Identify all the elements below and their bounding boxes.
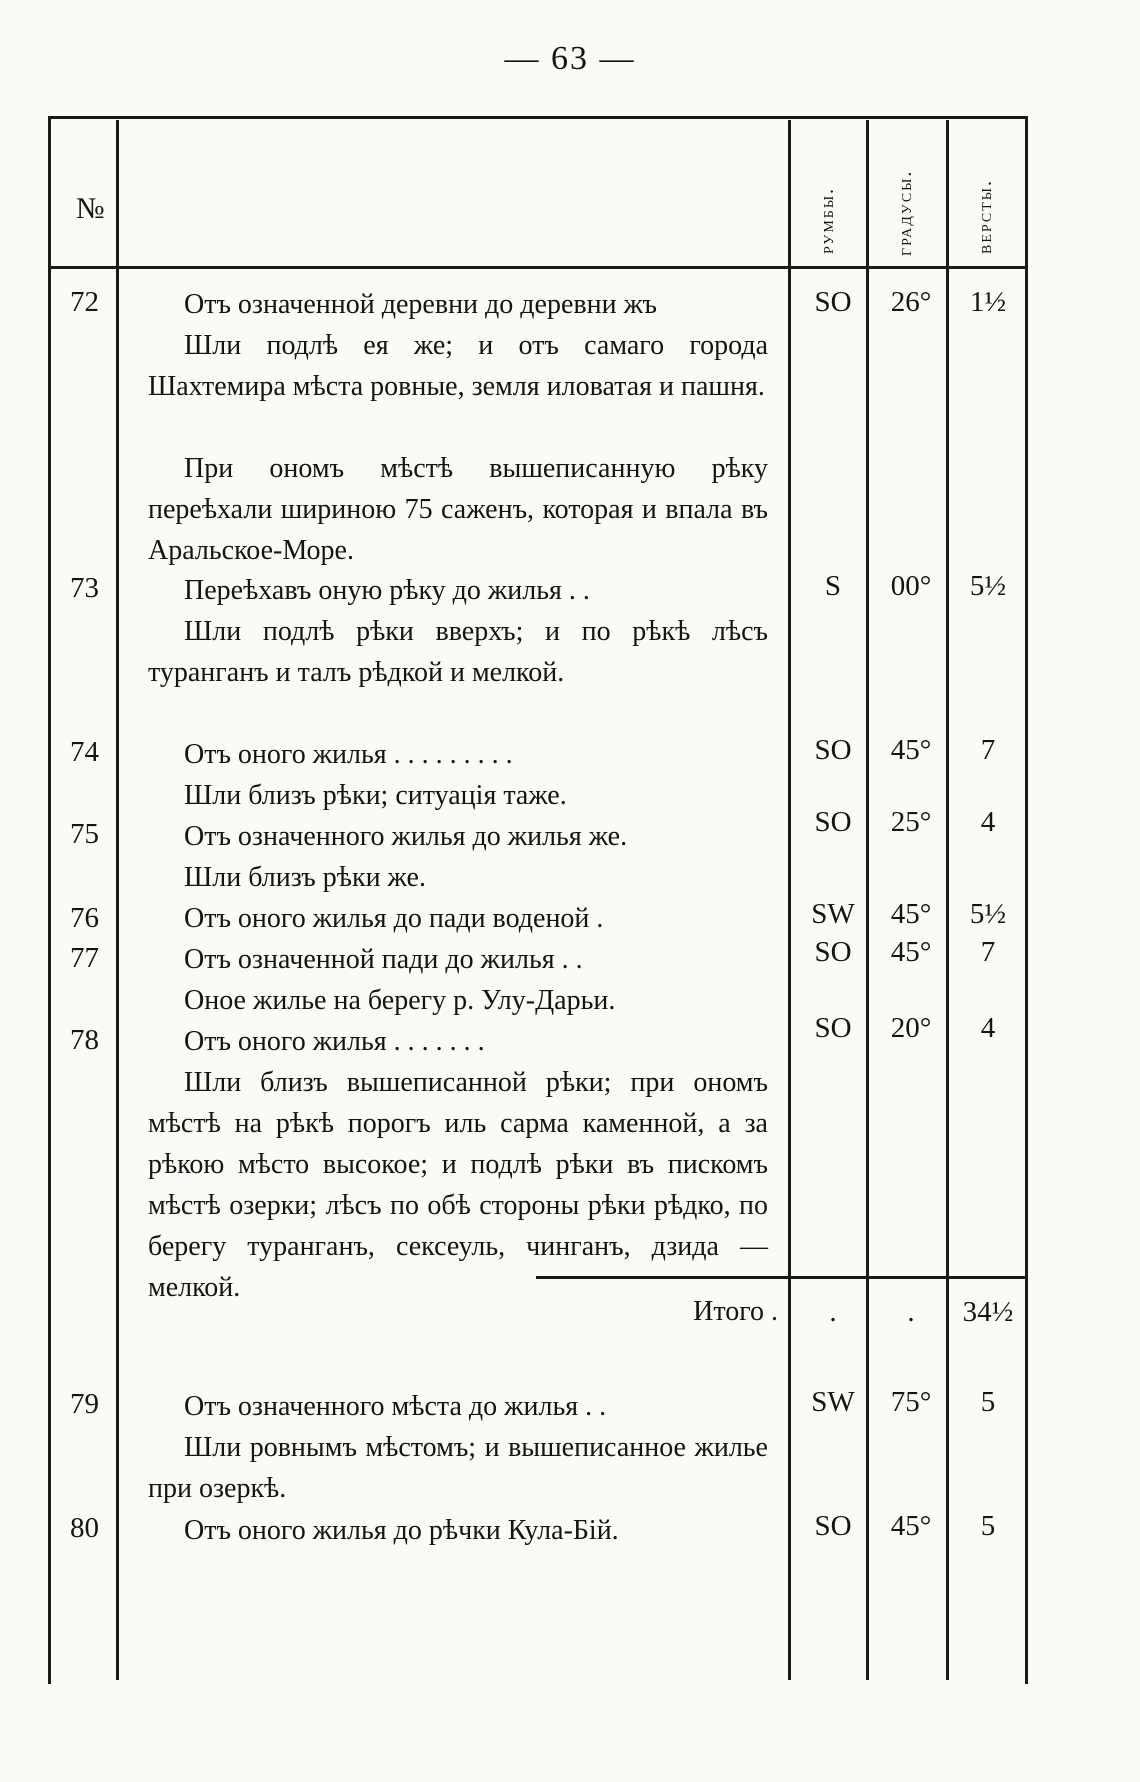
row-74-route: Отъ оного жилья . . . . . . . . . [184, 739, 513, 770]
row-78-number: 78 [70, 1024, 99, 1056]
row-79-route: Отъ означенного мѣста до жилья . . [184, 1391, 607, 1422]
row-73-number: 73 [70, 572, 99, 604]
row-77-rumb: SO [814, 936, 852, 968]
row-77-number: 77 [70, 942, 99, 974]
row-74-number: 74 [70, 736, 99, 768]
row-80-route: Отъ оного жилья до рѣчки Кула-Бій. [184, 1515, 619, 1546]
row-79-versts: 5 [980, 1386, 996, 1418]
row-72-route: Отъ означенной деревни до деревни жъ [184, 289, 658, 320]
header-bottom-rule [48, 266, 1028, 269]
row-77-route: Отъ означенной пади до жилья . . [184, 944, 583, 975]
table-top-rule [48, 116, 1028, 119]
column-header-gradusy: градусы. [894, 169, 916, 256]
number-column-rule [116, 120, 119, 1680]
row-79-rumb: SW [811, 1386, 855, 1418]
row-74-note: Шли близъ рѣки; ситуація таже. [184, 780, 567, 811]
row-73-degrees: 00° [890, 570, 932, 602]
row-76-degrees: 45° [890, 898, 932, 930]
row-75-number: 75 [70, 818, 99, 850]
row-74-rumb: SO [814, 734, 852, 766]
row-73-route: Переѣхавъ оную рѣку до жилья . . [184, 575, 590, 606]
row-77-versts: 7 [980, 936, 996, 968]
row-72-note-2: При ономъ мѣстѣ вышеписанную рѣку переѣхали шириною 75 саженъ, которая и впала въ Аральское-Море. [148, 453, 768, 566]
column-header-number: № [76, 192, 105, 225]
row-80-number: 80 [70, 1512, 99, 1544]
row-78-route: Отъ оного жилья . . . . . . . [184, 1026, 485, 1057]
row-78-degrees: 20° [890, 1012, 932, 1044]
row-75-route: Отъ означенного жилья до жилья же. [184, 821, 628, 852]
itinerary-table [48, 116, 1028, 1684]
row-79-note: Шли ровнымъ мѣстомъ; и вышеписанное жилье при озеркѣ. [148, 1432, 768, 1504]
row-72-number: 72 [70, 286, 99, 318]
row-77-degrees: 45° [890, 936, 932, 968]
row-80-rumb: SO [814, 1510, 852, 1542]
row-75-rumb: SO [814, 806, 852, 838]
row-79-degrees: 75° [890, 1386, 932, 1418]
total-versts: 34½ [962, 1296, 1014, 1328]
row-72-degrees: 26° [890, 286, 932, 318]
row-73-rumb: S [824, 570, 842, 602]
row-75-note: Шли близъ рѣки же. [184, 862, 426, 893]
row-78-versts: 4 [980, 1012, 996, 1044]
row-73-versts: 5½ [969, 570, 1007, 602]
row-74-versts: 7 [980, 734, 996, 766]
page-number: — 63 — [504, 40, 636, 77]
column-header-rumby: румбы. [816, 186, 838, 254]
row-72-note: Шли подлѣ ея же; и отъ самаго города Шахтемира мѣста ровные, земля иловатая и пашня. [148, 330, 768, 402]
row-78-rumb: SO [814, 1012, 852, 1044]
row-72-versts: 1½ [969, 286, 1007, 318]
row-72-rumb: SO [814, 286, 852, 318]
table-left-rule [48, 116, 51, 1684]
row-80-versts: 5 [980, 1510, 996, 1542]
row-75-versts: 4 [980, 806, 996, 838]
column-header-versty: версты. [974, 179, 996, 254]
row-73-note: Шли подлѣ рѣки вверхъ; и по рѣкѣ лѣсъ туранганъ и талъ рѣдкой и мелкой. [148, 616, 768, 688]
row-76-route: Отъ оного жилья до пади воденой . [184, 903, 604, 934]
total-degree-placeholder: . [907, 1296, 915, 1328]
row-75-degrees: 25° [890, 806, 932, 838]
total-rumb-placeholder: . [829, 1296, 837, 1328]
row-78-note: Шли близъ вышеписанной рѣки; при ономъ мѣстѣ на рѣкѣ порогъ иль сарма каменной, а за рѣкою мѣсто высокое; и подлѣ рѣки въ пискомъ мѣстѣ озерки; лѣсъ по обѣ стороны рѣки рѣдко, по берегу туранганъ, сексеуль, чинганъ, дзида — мелкой. [148, 1067, 768, 1303]
total-label: Итого . [693, 1296, 778, 1327]
row-74-degrees: 45° [890, 734, 932, 766]
row-76-versts: 5½ [969, 898, 1007, 930]
row-76-number: 76 [70, 902, 99, 934]
row-76-rumb: SW [811, 898, 855, 930]
row-80-degrees: 45° [890, 1510, 932, 1542]
row-79-number: 79 [70, 1388, 99, 1420]
row-77-note: Оное жилье на берегу р. Улу-Дарьи. [184, 985, 616, 1016]
